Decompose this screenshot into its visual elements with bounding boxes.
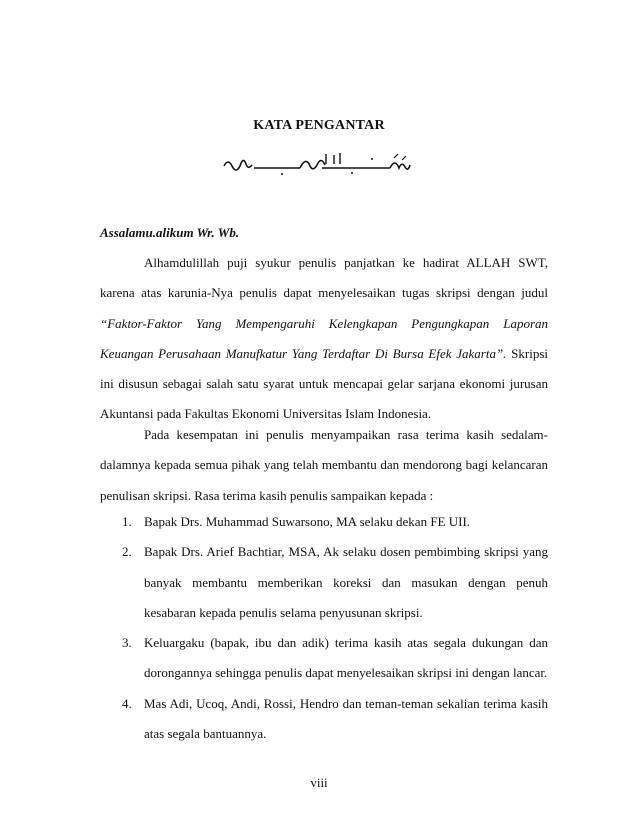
greeting: Assalamu.alikum Wr. Wb. [100, 225, 240, 240]
paragraph-thanks-intro: Pada kesempatan ini penulis menyampaikan rasa terima kasih sedalam-dalamnya kepada semua pihak yang telah membantu dan mendorong bagi kelancaran penulisan skripsi. Rasa terima kasih penulis sampaikan kepada : [100, 427, 548, 503]
list-item-number: 3. [122, 635, 132, 651]
paragraph-opening-intro: Alhamdulillah puji syukur penulis panjatkan ke hadirat ALLAH SWT, karena atas karunia-Nya penulis dapat menyelesaikan tugas skripsi dengan judul [100, 255, 548, 301]
list-item [100, 628, 548, 689]
list-item-text: Mas Adi, Ucoq, Andi, Rossi, Hendro dan teman-teman sekalian terima kasih atas segala bantuannya. [144, 695, 548, 742]
list-item-number: 1. [122, 514, 132, 529]
thanks-list [100, 507, 548, 749]
list-item [100, 689, 548, 750]
paragraph-opening [100, 248, 548, 430]
page-title: KATA PENGANTAR [253, 118, 385, 133]
list-item [100, 507, 548, 537]
basmalah-calligraphy-icon [222, 150, 412, 178]
list-item-text: Bapak Drs. Muhammad Suwarsono, MA selaku dekan FE UII. [144, 514, 471, 529]
paragraph-opening-outro: Skripsi ini disusun sebagai salah satu syarat untuk mencapai gelar sarjana ekonomi jurusan Akuntansi pada Fakultas Ekonomi Universitas Islam Indonesia. [100, 345, 548, 422]
list-item-text: Bapak Drs. Arief Bachtiar, MSA, Ak selaku dosen pembimbing skripsi yang banyak membantu memberikan koreksi dan masukan dengan penuh kesabaran kepada penulis selama penyusunan skripsi. [144, 544, 548, 620]
page-number: viii [310, 775, 328, 790]
list-item-number: 2. [122, 544, 132, 560]
list-item-text: Keluargaku (bapak, ibu dan adik) terima kasih atas segala dukungan dan dorongannya sehingga penulis dapat menyelesaikan skripsi ini dengan lancar. [144, 635, 548, 681]
thesis-title: “Faktor-Faktor Yang Mempengaruhi Kelengkapan Pengungkapan Laporan Keuangan Perusahaan Manufkatur Yang Terdaftar Di Bursa Efek Jakarta”. [100, 315, 548, 361]
list-item [100, 537, 548, 628]
list-item-number: 4. [122, 695, 132, 711]
